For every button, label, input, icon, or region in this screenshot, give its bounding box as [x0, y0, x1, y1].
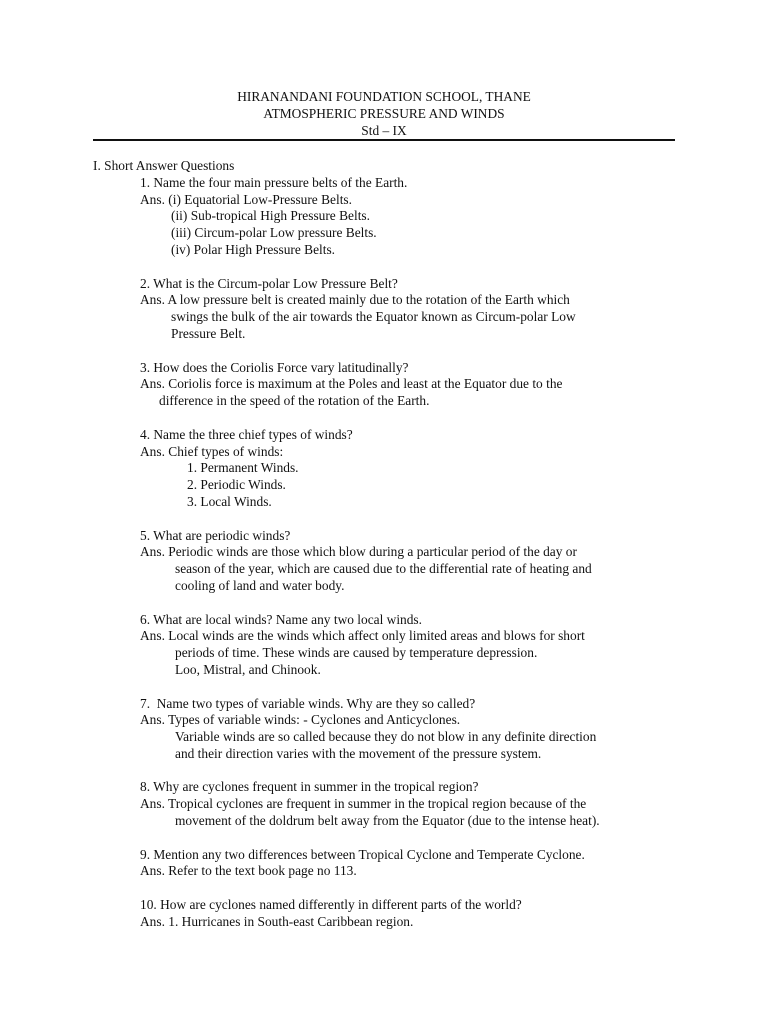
answer-4-line: 2. Periodic Winds. [187, 477, 286, 493]
answer-7-line: Ans. Types of variable winds: - Cyclones and Anticyclones. [140, 712, 461, 728]
answer-6-line: periods of time. These winds are caused by temperature depression. [175, 645, 538, 661]
answer-2-line: Pressure Belt. [171, 325, 246, 341]
question-5: 5. What are periodic winds? [140, 527, 291, 543]
answer-4-line: 3. Local Winds. [187, 493, 272, 509]
answer-9-line: Ans. Refer to the text book page no 113. [140, 863, 357, 879]
spacer [93, 511, 683, 528]
question-6: 6. What are local winds? Name any two local winds. [140, 611, 422, 627]
answer-1-line: (iii) Circum-polar Low pressure Belts. [171, 225, 377, 241]
spacer [93, 343, 683, 360]
answer-5-line: Ans. Periodic winds are those which blow during a particular period of the day or [140, 544, 577, 560]
spacer [93, 595, 683, 612]
school-name: HIRANANDANI FOUNDATION SCHOOL, THANE [237, 89, 531, 104]
question-8: 8. Why are cyclones frequent in summer in the tropical region? [140, 779, 479, 795]
answer-5-line: cooling of land and water body. [175, 577, 345, 593]
answer-10-line: Ans. 1. Hurricanes in South-east Caribbean region. [140, 913, 414, 929]
answer-8-line: movement of the doldrum belt away from the Equator (due to the intense heat). [175, 813, 600, 829]
standard-label: Std – IX [361, 123, 407, 138]
question-list [93, 158, 683, 931]
spacer [93, 259, 683, 276]
answer-1-line: (iv) Polar High Pressure Belts. [171, 241, 336, 257]
answer-6-line: Ans. Local winds are the winds which affect only limited areas and blows for short [140, 628, 585, 644]
answer-8-line: Ans. Tropical cyclones are frequent in summer in the tropical region because of the [140, 796, 587, 812]
section-title: I. Short Answer Questions [93, 158, 235, 173]
question-1: 1. Name the four main pressure belts of the Earth. [140, 174, 408, 190]
question-7: 7. Name two types of variable winds. Why are they so called? [140, 695, 476, 711]
answer-1-line: Ans. (i) Equatorial Low-Pressure Belts. [140, 191, 352, 207]
header-divider [93, 139, 675, 141]
answer-3-line: difference in the speed of the rotation of the Earth. [159, 393, 430, 409]
spacer [93, 763, 683, 780]
document-header [0, 88, 768, 139]
spacer [93, 830, 683, 847]
answer-4-line: Ans. Chief types of winds: [140, 443, 284, 459]
answer-6-line: Loo, Mistral, and Chinook. [175, 661, 321, 677]
question-10: 10. How are cyclones named differently in different parts of the world? [140, 897, 522, 913]
answer-4-line: 1. Permanent Winds. [187, 460, 299, 476]
answer-7-line: Variable winds are so called because they do not blow in any definite direction [175, 729, 597, 745]
answer-2-line: Ans. A low pressure belt is created mainly due to the rotation of the Earth which [140, 292, 570, 308]
spacer [93, 679, 683, 696]
answer-7-line: and their direction varies with the movement of the pressure system. [175, 745, 542, 761]
spacer [93, 410, 683, 427]
answer-5-line: season of the year, which are caused due to the differential rate of heating and [175, 561, 592, 577]
answer-2-line: swings the bulk of the air towards the Equator known as Circum-polar Low [171, 309, 576, 325]
question-3: 3. How does the Coriolis Force vary latitudinally? [140, 359, 409, 375]
question-4: 4. Name the three chief types of winds? [140, 426, 353, 442]
document-title: ATMOSPHERIC PRESSURE AND WINDS [263, 106, 505, 121]
question-2: 2. What is the Circum-polar Low Pressure Belt? [140, 275, 398, 291]
answer-1-line: (ii) Sub-tropical High Pressure Belts. [171, 208, 370, 224]
answer-3-line: Ans. Coriolis force is maximum at the Poles and least at the Equator due to the [140, 376, 563, 392]
spacer [93, 880, 683, 897]
question-9: 9. Mention any two differences between Tropical Cyclone and Temperate Cyclone. [140, 846, 585, 862]
